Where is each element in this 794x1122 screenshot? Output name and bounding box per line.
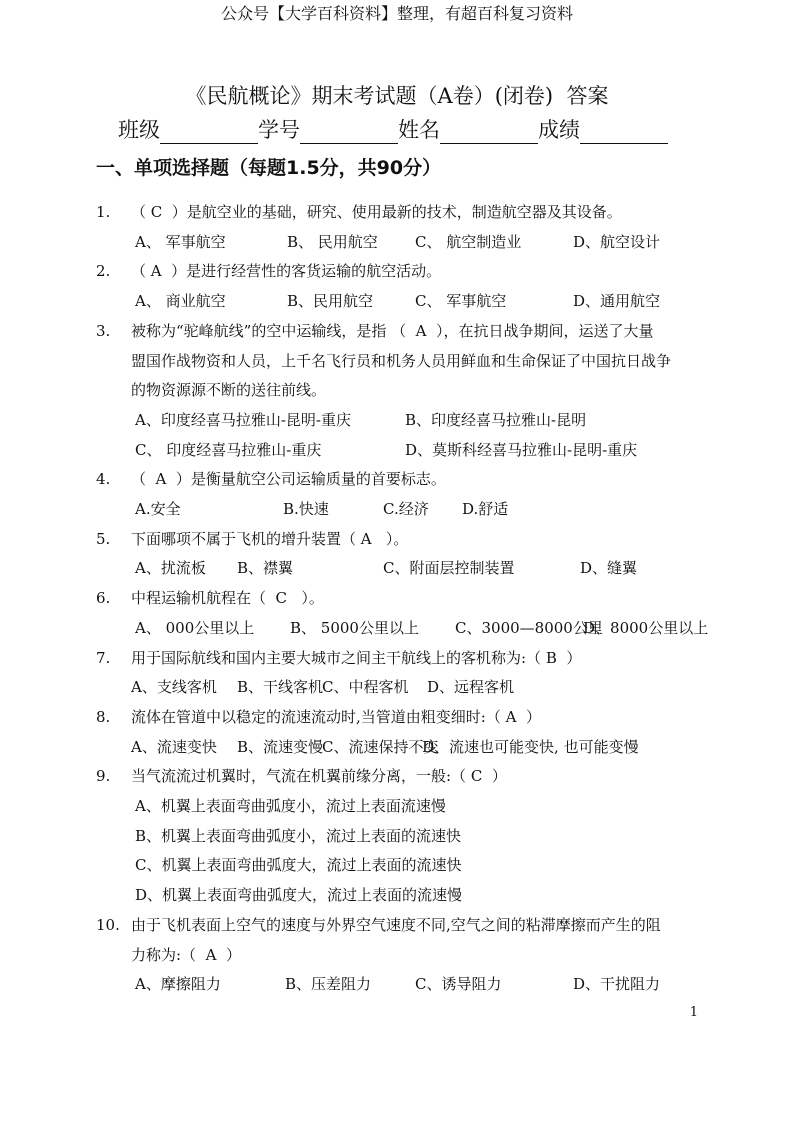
question-number: 8.	[96, 707, 111, 726]
answer-option: D、8000公里以上	[583, 618, 709, 637]
question-text: 中程运输机航程在（ C ）。	[131, 589, 324, 608]
answer-option: B、民用航空	[287, 292, 374, 311]
question-text: 的物资源源不断的送往前线。	[131, 381, 327, 400]
answer-option: A、 000公里以上	[135, 618, 255, 637]
answer-option: B、机翼上表面弯曲弧度小，流过上表面的流速快	[135, 826, 462, 845]
name-label: 姓名	[398, 118, 440, 142]
answer-option: A、流速变快	[131, 737, 217, 756]
answer-option: D、通用航空	[573, 292, 661, 311]
answer-option: B、印度经喜马拉雅山-昆明	[405, 410, 587, 429]
answer-option: A、 商业航空	[135, 292, 226, 311]
answer-option: D、流速也可能变快, 也可能变慢	[422, 737, 639, 756]
student-info-line	[118, 116, 668, 144]
score-blank[interactable]	[580, 121, 668, 144]
answer-option: B、干线客机	[237, 678, 324, 697]
page-number: 1	[689, 1005, 698, 1020]
score-label: 成绩	[538, 118, 580, 142]
answer-option: C、 军事航空	[415, 292, 507, 311]
section-heading: 一、单项选择题（每题1.5分，共90分）	[96, 157, 442, 179]
question-text: 力称为:（ A ）	[131, 945, 241, 964]
question-number: 2.	[96, 262, 111, 281]
question-text: （ C ）是航空业的基础，研究、使用最新的技术，制造航空器及其设备。	[131, 203, 622, 221]
class-label: 班级	[118, 118, 160, 142]
answer-option: D、干扰阻力	[573, 975, 661, 994]
answer-option: B、 5000公里以上	[290, 618, 419, 637]
answer-option: B、 民用航空	[287, 232, 378, 251]
id-blank[interactable]	[300, 121, 398, 144]
answer-option: B、襟翼	[237, 559, 294, 578]
question-text: 流体在管道中以稳定的流速流动时,当管道由粗变细时:（ A ）	[131, 707, 541, 726]
answer-option: A、 军事航空	[135, 232, 226, 251]
answer-option: A、机翼上表面弯曲弧度小，流过上表面流速慢	[135, 797, 446, 815]
question-number: 4.	[96, 470, 111, 489]
answer-option: C、诱导阻力	[415, 975, 502, 994]
answer-option: D、远程客机	[427, 678, 515, 697]
question-number: 10.	[96, 915, 120, 934]
question-text: （ A ）是进行经营性的客货运输的航空活动。	[131, 262, 442, 281]
header-note: 公众号【大学百科资料】整理，有超百科复习资料	[220, 4, 573, 23]
answer-option: A.安全	[135, 500, 181, 518]
answer-option: B.快速	[283, 500, 329, 518]
question-text: 被称为“驼峰航线”的空中运输线，是指 （ A ），在抗日战争期间，运送了大量	[131, 321, 654, 340]
answer-option: C、附面层控制装置	[383, 559, 515, 578]
answer-option: B、流速变慢	[237, 737, 324, 756]
question-text: 盟国作战物资和人员，上千名飞行员和机务人员用鲜血和生命保证了中国抗日战争	[131, 351, 672, 370]
question-number: 1.	[96, 203, 111, 221]
question-text: 用于国际航线和国内主要大城市之间主干航线上的客机称为:（ B ）	[131, 648, 582, 667]
answer-option: C、流速保持不变	[322, 737, 439, 756]
answer-option: D、莫斯科经喜马拉雅山-昆明-重庆	[405, 440, 638, 459]
page-title: 《民航概论》期末考试题（A卷）(闭卷) 答案	[185, 84, 609, 108]
answer-option: A、扰流板	[135, 559, 206, 578]
answer-option: D、缝翼	[580, 559, 638, 578]
answer-option: D.舒适	[462, 500, 509, 518]
answer-option: A、摩擦阻力	[135, 975, 221, 994]
answer-option: A、印度经喜马拉雅山-昆明-重庆	[135, 410, 351, 429]
question-number: 5.	[96, 529, 111, 548]
question-number: 9.	[96, 767, 111, 786]
question-number: 3.	[96, 321, 111, 340]
answer-option: C、 印度经喜马拉雅山-重庆	[135, 440, 322, 459]
answer-option: C、机翼上表面弯曲弧度大，流过上表面的流速快	[135, 856, 462, 875]
question-text: 当气流流过机翼时，气流在机翼前缘分离，一般:（ C ）	[131, 767, 507, 786]
name-blank[interactable]	[440, 121, 538, 144]
answer-option: C.经济	[383, 500, 429, 518]
answer-option: D、航空设计	[573, 232, 661, 251]
answer-option: C、3000—8000公里	[455, 618, 603, 637]
answer-option: B、压差阻力	[285, 975, 372, 994]
answer-option: A、支线客机	[131, 678, 217, 697]
answer-option: C、 航空制造业	[415, 232, 522, 251]
class-blank[interactable]	[160, 121, 258, 144]
answer-option: C、中程客机	[322, 678, 409, 697]
id-label: 学号	[258, 118, 300, 142]
question-text: 下面哪项不属于飞机的增升装置（ A ）。	[131, 529, 409, 548]
question-text: 由于飞机表面上空气的速度与外界空气速度不同,空气之间的粘滞摩擦而产生的阻	[131, 915, 661, 934]
question-text: （ A ）是衡量航空公司运输质量的首要标志。	[131, 470, 446, 489]
question-number: 7.	[96, 648, 111, 667]
question-number: 6.	[96, 589, 111, 608]
answer-option: D、机翼上表面弯曲弧度大，流过上表面的流速慢	[135, 886, 463, 905]
